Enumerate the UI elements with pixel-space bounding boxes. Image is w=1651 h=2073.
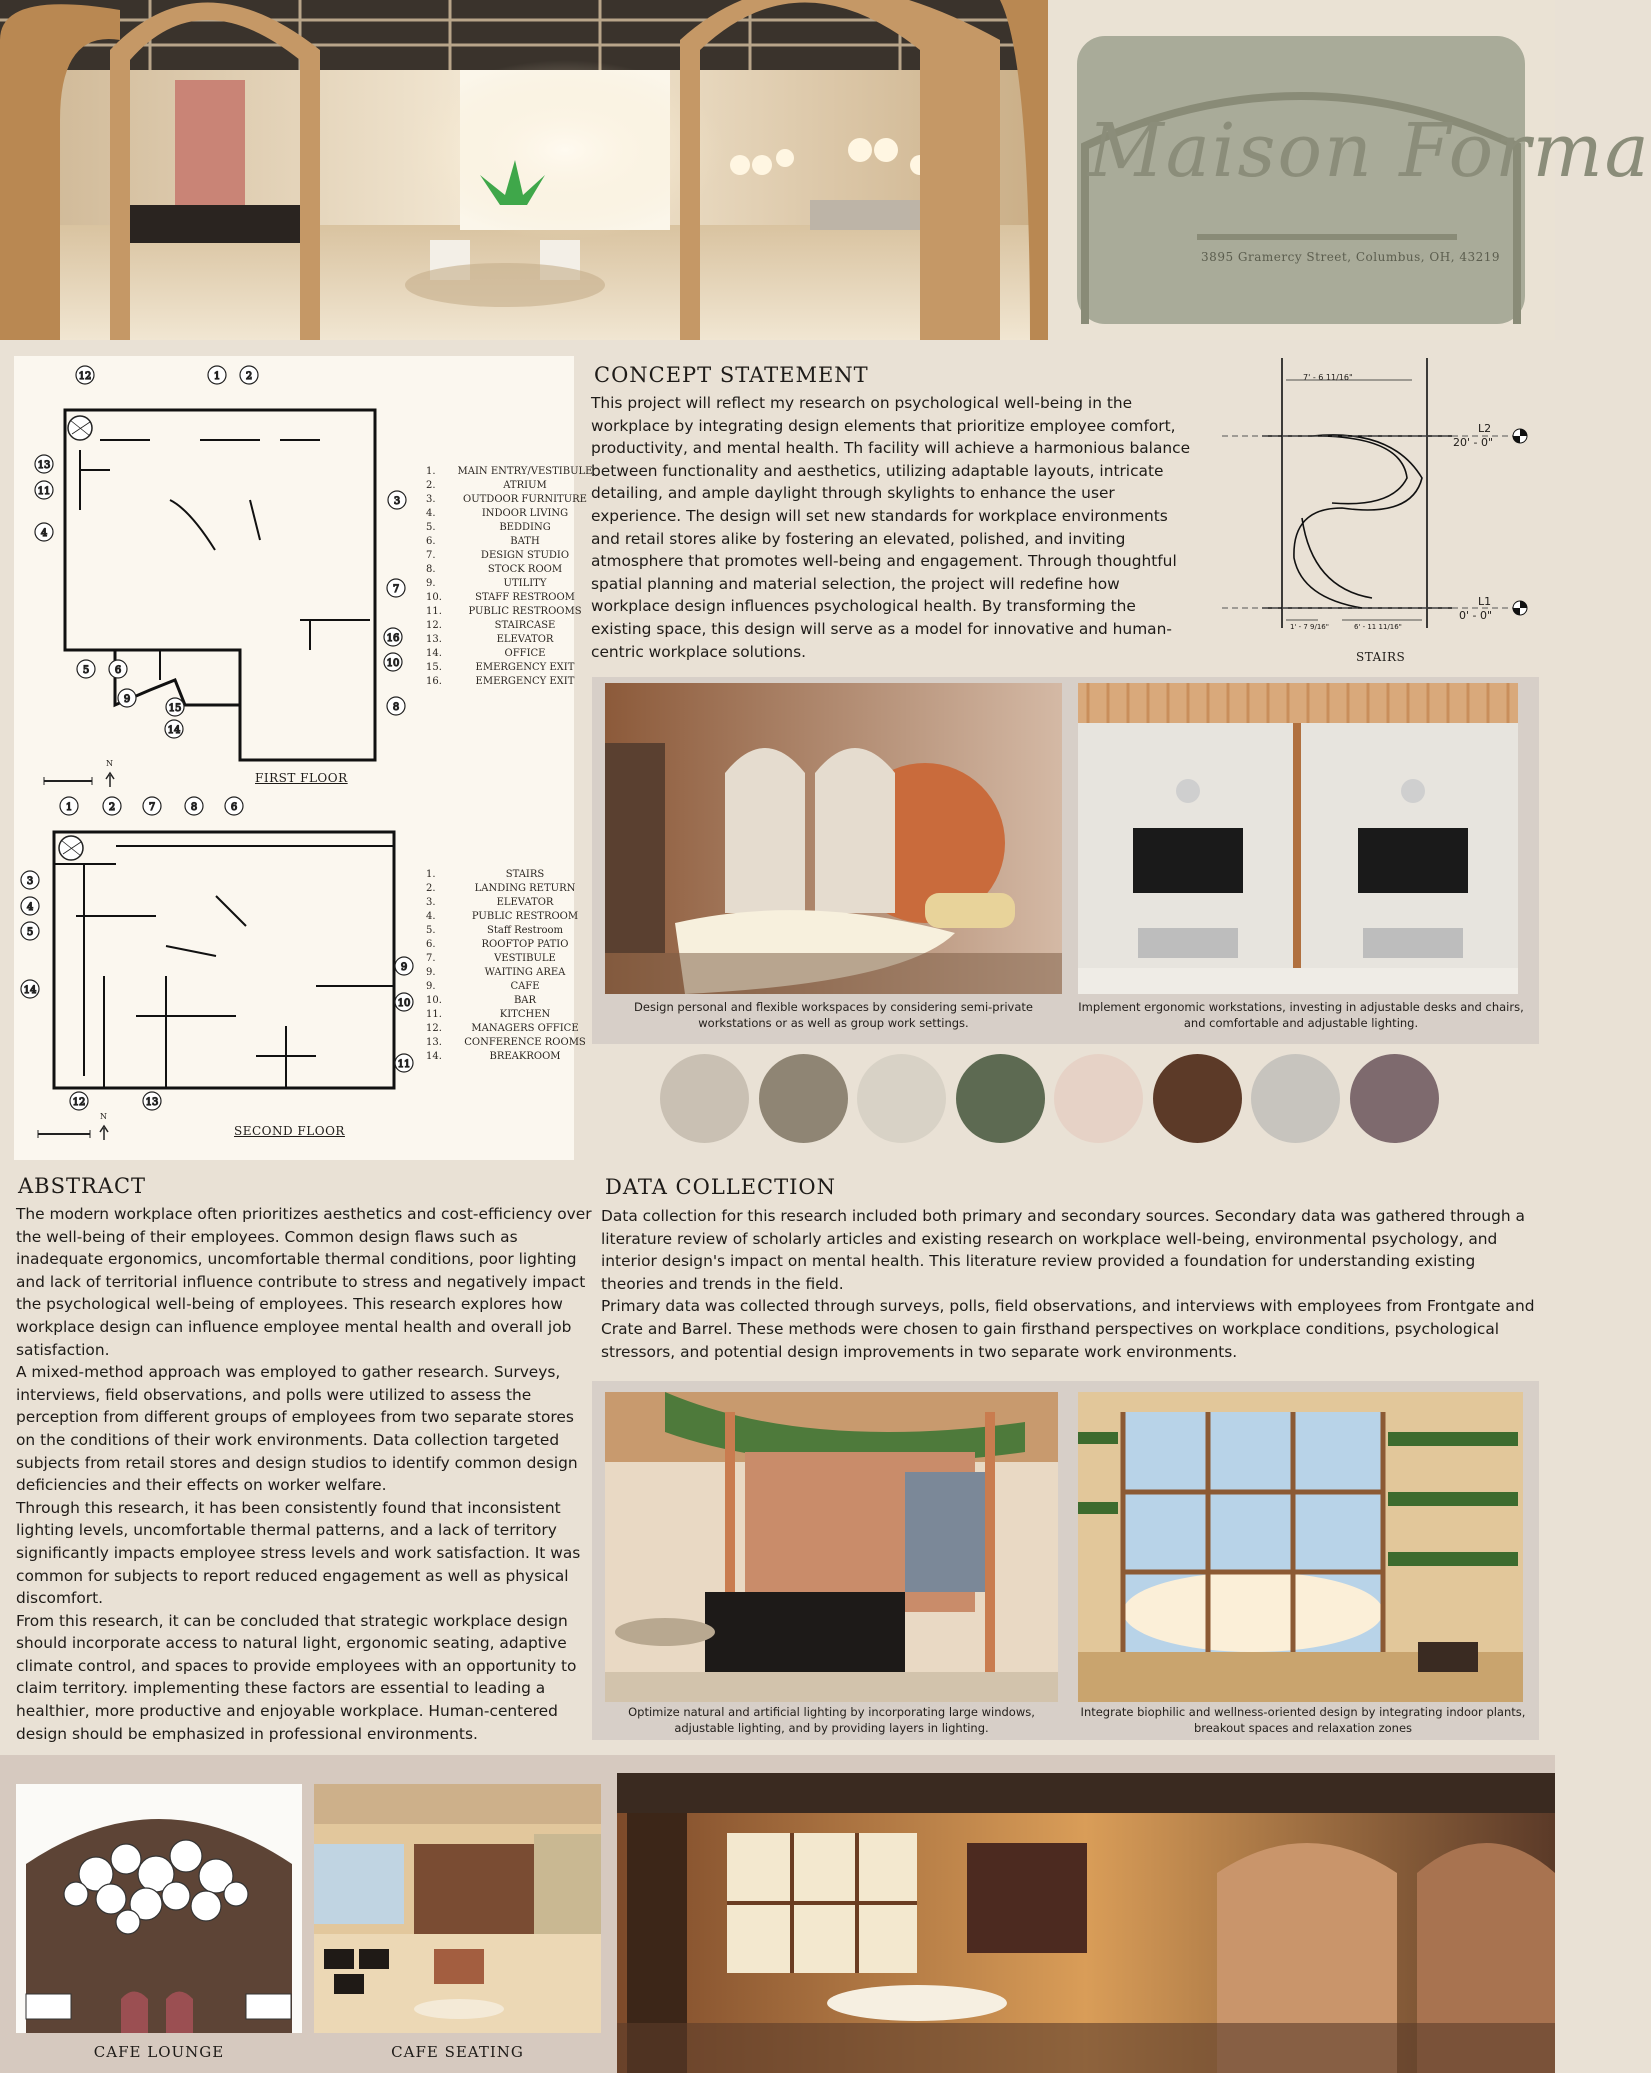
svg-text:2: 2 — [108, 802, 116, 813]
callout-11 — [35, 481, 53, 499]
svg-text:10: 10 — [386, 658, 400, 669]
first_floor-legend-text: EMERGENCY EXIT — [475, 662, 575, 673]
svg-text:15: 15 — [168, 703, 182, 714]
second_floor-legend-number: 11. — [426, 1009, 442, 1020]
svg-text:3: 3 — [393, 496, 401, 507]
first_floor-legend-number: 15. — [426, 662, 442, 673]
svg-text:13: 13 — [145, 1097, 159, 1108]
render-cafe-seating — [314, 1784, 601, 2033]
svg-text:13: 13 — [37, 460, 51, 471]
first_floor-legend-number: 9. — [426, 578, 436, 589]
callout-1 — [208, 366, 226, 384]
north-label-2: N — [100, 1112, 107, 1121]
north-label: N — [106, 759, 113, 768]
concept-body: This project will reflect my research on psychological well-being in the workplace by integrating design elements that prioritize employee comfort, productivity, and mental health. Th facility will achieve a harmonious balance between functionality and aesthetics, utilizing adaptable layouts, intricate detailing, and ample daylight through skylights to enhance the user experience. The design will set new standards for workplace environments and retail stores alike by fostering an elevated, polished, and inviting atmosphere that promotes well-being and engagement. Through thoughtful spatial planning and material selection, the project will redefine how workplace design influences psychological health. By transforming the existing space, this design will serve as a model for innovative and human-centric workplace solutions. — [591, 394, 1191, 661]
second_floor-legend-text: BAR — [513, 995, 537, 1006]
svg-text:5: 5 — [82, 665, 90, 676]
second_floor-legend-item — [426, 1050, 600, 1064]
second_floor-legend-item — [426, 1022, 600, 1036]
stairs-label: STAIRS — [1356, 650, 1406, 664]
svg-text:14: 14 — [23, 985, 37, 996]
first_floor-legend-item — [426, 493, 600, 507]
callout-9 — [118, 689, 136, 707]
first_floor-legend-text: STAFF RESTROOM — [475, 592, 575, 603]
first-floor-scale-bar — [40, 759, 120, 794]
abstract-paragraph: The modern workplace often prioritizes aesthetics and cost-efficiency over the well-being of their employees. Common design flaws such as inadequate ergonomics, uncomfortable thermal conditions, poor lighting and lack of territorial influence contribute to stress and negatively impact the psychological well-being of employees. This research explores how workplace design can influence employee mental health and overall job satisfaction. — [16, 1205, 592, 1359]
level-1-elevation: 0' - 0" — [1459, 609, 1493, 622]
svg-text:10: 10 — [397, 998, 411, 1009]
callout-2 — [240, 366, 258, 384]
second_floor-legend-text: CAFE — [510, 981, 540, 992]
first_floor-legend-text: BEDDING — [499, 522, 551, 533]
callout-13 — [35, 455, 53, 473]
first_floor-legend-number: 5. — [426, 522, 436, 533]
first_floor-legend-text: ELEVATOR — [496, 634, 554, 645]
caption-ergonomic: Implement ergonomic workstations, investing in adjustable desks and chairs, and comfortable and adjustable lighting. — [1078, 1000, 1524, 1030]
first_floor-legend-text: OFFICE — [504, 648, 546, 659]
second_floor-legend-text: VESTIBULE — [494, 953, 556, 964]
scale-bar-graphic-2 — [34, 1118, 124, 1144]
callout-sf-12 — [70, 1092, 88, 1110]
first_floor-legend-text: UTILITY — [503, 578, 547, 589]
svg-text:6: 6 — [230, 802, 238, 813]
data-collection-body — [601, 1205, 1541, 1363]
first_floor-legend-text: STOCK ROOM — [487, 564, 563, 575]
second_floor-legend-item — [426, 952, 600, 966]
svg-text:5: 5 — [26, 927, 34, 938]
callout-10 — [384, 653, 402, 671]
second_floor-legend-number: 14. — [426, 1051, 442, 1062]
svg-text:4: 4 — [26, 902, 34, 913]
second_floor-legend-text: LANDING RETURN — [474, 883, 576, 894]
first_floor-legend-number: 4. — [426, 508, 436, 519]
svg-text:12: 12 — [72, 1097, 86, 1108]
svg-text:11: 11 — [397, 1059, 411, 1070]
first-floor-callouts — [20, 360, 440, 800]
callout-sf-1 — [60, 797, 78, 815]
render-biophilic-design — [1078, 1392, 1523, 1702]
second_floor-legend-text: ROOFTOP PATIO — [481, 939, 569, 950]
caption-workspaces: Design personal and flexible workspaces by considering semi-private workstations or as well as group work settings. — [634, 1000, 1033, 1030]
second-floor-callout-circles — [16, 796, 436, 1116]
svg-text:9: 9 — [123, 694, 131, 705]
first_floor-legend-number: 8. — [426, 564, 436, 575]
data-collection-heading: DATA COLLECTION — [605, 1175, 837, 1199]
brand-address: 3895 Gramercy Street, Columbus, OH, 43219 — [1201, 250, 1500, 264]
svg-text:8: 8 — [190, 802, 198, 813]
second-floor-scale-bar — [34, 1112, 124, 1149]
first_floor-legend-item — [426, 549, 600, 563]
callout-sf-13 — [143, 1092, 161, 1110]
first_floor-legend-text: MAIN ENTRY/VESTIBULE — [457, 466, 593, 477]
first_floor-legend-number: 6. — [426, 536, 436, 547]
second_floor-legend-item — [426, 994, 600, 1008]
first_floor-legend-item — [426, 521, 600, 535]
svg-text:9: 9 — [400, 962, 408, 973]
callout-sf-8 — [185, 797, 203, 815]
level-2-name: L2 — [1478, 422, 1492, 435]
second_floor-legend-item — [426, 910, 600, 924]
second_floor-legend-item — [426, 868, 600, 882]
render-interior-overview — [617, 1773, 1555, 2073]
second_floor-legend-item — [426, 980, 600, 994]
abstract-paragraph: From this research, it can be concluded that strategic workplace design should incorporate access to natural light, ergonomic seating, adaptive climate control, and spaces to provide employees with an opportunity to claim territory. implementing these factors are essential to leading a healthier, more productive and enjoyable workplace. Human-centered design should be emphasized in professional environments. — [16, 1611, 577, 1743]
second_floor-legend-text: ELEVATOR — [496, 897, 554, 908]
abstract-body — [16, 1203, 596, 1745]
second_floor-legend-number: 7. — [426, 953, 436, 964]
second_floor-legend-text: STAIRS — [505, 869, 545, 880]
callout-5 — [77, 660, 95, 678]
stairs-dim-top: 7' - 6 11/16" — [1303, 373, 1353, 382]
svg-text:1: 1 — [65, 802, 73, 813]
second_floor-legend-number: 1. — [426, 869, 436, 880]
svg-text:8: 8 — [392, 702, 400, 713]
callout-16 — [384, 628, 402, 646]
second_floor-legend-item — [426, 938, 600, 952]
concept-heading: CONCEPT STATEMENT — [594, 363, 869, 387]
abstract-paragraph: A mixed-method approach was employed to gather research. Surveys, interviews, field observations, and polls were utilized to assess the perception from different groups of employees from two separate stores on the conditions of their work environments. Data collection targeted subjects from retail stores and design studios to identify common design deficiencies and their effects on worker welfare. — [16, 1363, 578, 1495]
first_floor-legend-text: STAIRCASE — [494, 620, 556, 631]
first_floor-legend-item — [426, 563, 600, 577]
callout-12 — [76, 366, 94, 384]
first-floor-callout-circles — [20, 360, 440, 800]
callout-6 — [109, 660, 127, 678]
first_floor-legend-item — [426, 591, 600, 605]
first_floor-legend-text: BATH — [510, 536, 540, 547]
svg-text:1: 1 — [213, 371, 221, 382]
render-natural-lighting — [605, 1392, 1058, 1702]
abstract-heading: ABSTRACT — [18, 1174, 147, 1198]
first_floor-legend-item — [426, 605, 600, 619]
callout-15 — [166, 698, 184, 716]
first_floor-legend-number: 1. — [426, 466, 436, 477]
first_floor-legend-item — [426, 535, 600, 549]
second_floor-legend-item — [426, 882, 600, 896]
callout-7 — [387, 579, 405, 597]
svg-text:12: 12 — [78, 371, 92, 382]
brand-name: Maison Forma — [1088, 108, 1651, 194]
second_floor-legend-text: BREAKROOM — [489, 1051, 561, 1062]
level-1-name: L1 — [1478, 595, 1492, 608]
second_floor-legend-item — [426, 1008, 600, 1022]
cafe-lounge-label: CAFE LOUNGE — [93, 2043, 225, 2061]
material-swatch — [759, 1054, 848, 1143]
second_floor-legend-number: 2. — [426, 883, 436, 894]
svg-text:7: 7 — [148, 802, 156, 813]
callout-sf-9 — [395, 957, 413, 975]
callout-sf-11 — [395, 1054, 413, 1072]
callout-sf-4 — [21, 897, 39, 915]
callout-sf-2 — [103, 797, 121, 815]
material-swatch — [1350, 1054, 1439, 1143]
callout-4 — [35, 523, 53, 541]
first_floor-legend-text: EMERGENCY EXIT — [475, 676, 575, 687]
second_floor-legend-text: Staff Restroom — [486, 925, 563, 936]
second_floor-legend-text: KITCHEN — [499, 1009, 551, 1020]
render-ergonomic-workstations — [1078, 683, 1518, 994]
first_floor-legend-item — [426, 479, 600, 493]
svg-text:14: 14 — [167, 725, 181, 736]
abstract-paragraph: Through this research, it has been consistently found that inconsistent lighting levels, uncomfortable thermal patterns, and a lack of territory significantly impacts employee stress levels and work satisfaction. It was common for subjects to report reduced engagement as well as physical discomfort. — [16, 1498, 581, 1608]
first_floor-legend-number: 16. — [426, 676, 442, 687]
svg-text:16: 16 — [386, 633, 400, 644]
second_floor-legend-text: MANAGERS OFFICE — [471, 1023, 579, 1034]
first-floor-legend — [426, 465, 600, 689]
first_floor-legend-item — [426, 577, 600, 591]
first_floor-legend-text: DESIGN STUDIO — [480, 550, 570, 561]
render-semi-private-workspace — [605, 683, 1062, 994]
hero-render-atrium — [0, 0, 1048, 340]
first_floor-legend-item — [426, 661, 600, 675]
first-floor-label: FIRST FLOOR — [255, 771, 348, 785]
first_floor-legend-number: 3. — [426, 494, 436, 505]
first_floor-legend-item — [426, 619, 600, 633]
stairs-dim-bottom-right: 6' - 11 11/16" — [1354, 623, 1402, 631]
second_floor-legend-number: 13. — [426, 1037, 442, 1048]
callout-sf-10 — [395, 993, 413, 1011]
first_floor-legend-text: PUBLIC RESTROOMS — [468, 606, 582, 617]
material-swatch — [1054, 1054, 1143, 1143]
caption-lighting: Optimize natural and artificial lighting by incorporating large windows, adjustable lighting, and by providing layers in lighting. — [628, 1705, 1035, 1735]
callout-14 — [165, 720, 183, 738]
second_floor-legend-number: 3. — [426, 897, 436, 908]
second-floor-legend — [426, 868, 600, 1064]
second_floor-legend-number: 6. — [426, 939, 436, 950]
stairs-section-drawing — [1222, 358, 1542, 658]
material-swatch — [1251, 1054, 1340, 1143]
second_floor-legend-number: 5. — [426, 925, 436, 936]
first_floor-legend-number: 13. — [426, 634, 442, 645]
render-cafe-lounge — [16, 1784, 302, 2033]
callout-sf-6 — [225, 797, 243, 815]
first_floor-legend-text: INDOOR LIVING — [481, 508, 569, 519]
material-swatch — [660, 1054, 749, 1143]
level-2-elevation: 20' - 0" — [1453, 436, 1494, 449]
first_floor-legend-number: 14. — [426, 648, 442, 659]
second-floor-label: SECOND FLOOR — [234, 1124, 345, 1138]
svg-text:7: 7 — [392, 584, 400, 595]
caption-biophilic: Integrate biophilic and wellness-oriented design by integrating indoor plants, breakout spaces and relaxation zones — [1080, 1705, 1526, 1735]
scale-bar-graphic — [40, 767, 120, 789]
second_floor-legend-item — [426, 924, 600, 938]
material-swatch — [1153, 1054, 1242, 1143]
second_floor-legend-item — [426, 966, 600, 980]
second_floor-legend-number: 10. — [426, 995, 442, 1006]
second_floor-legend-number: 4. — [426, 911, 436, 922]
first_floor-legend-text: OUTDOOR FURNITURE — [463, 494, 587, 505]
first_floor-legend-item — [426, 647, 600, 661]
callout-sf-5 — [21, 922, 39, 940]
svg-text:2: 2 — [245, 371, 253, 382]
cafe-seating-label: CAFE SEATING — [391, 2043, 524, 2061]
second_floor-legend-item — [426, 896, 600, 910]
material-swatch — [956, 1054, 1045, 1143]
second_floor-legend-number: 12. — [426, 1023, 442, 1034]
first_floor-legend-number: 11. — [426, 606, 442, 617]
first_floor-legend-number: 12. — [426, 620, 442, 631]
atrium-render-image — [0, 0, 1048, 340]
first_floor-legend-text: ATRIUM — [503, 480, 547, 491]
material-swatch — [857, 1054, 946, 1143]
data-collection-paragraph: Primary data was collected through surveys, polls, field observations, and interviews with employees from Frontgate and Crate and Barrel. These methods were chosen to gain firsthand perspectives on workplace conditions, psychological stressors, and potential design improvements in two separate work environments. — [601, 1297, 1535, 1361]
first_floor-legend-number: 2. — [426, 480, 436, 491]
first_floor-legend-item — [426, 633, 600, 647]
second_floor-legend-item — [426, 1036, 600, 1050]
callout-3 — [388, 491, 406, 509]
second_floor-legend-number: 9. — [426, 967, 436, 978]
first_floor-legend-item — [426, 507, 600, 521]
second_floor-legend-text: WAITING AREA — [484, 967, 566, 978]
first_floor-legend-item — [426, 465, 600, 479]
callout-sf-14 — [21, 980, 39, 998]
second_floor-legend-text: PUBLIC RESTROOM — [471, 911, 579, 922]
svg-text:11: 11 — [37, 486, 51, 497]
first_floor-legend-number: 7. — [426, 550, 436, 561]
svg-text:3: 3 — [26, 876, 34, 887]
stairs-dim-bottom-left: 1' - 7 9/16" — [1290, 623, 1329, 631]
first_floor-legend-item — [426, 675, 600, 689]
svg-text:6: 6 — [114, 665, 122, 676]
second_floor-legend-text: CONFERENCE ROOMS — [464, 1037, 586, 1048]
second_floor-legend-number: 9. — [426, 981, 436, 992]
svg-text:4: 4 — [40, 528, 48, 539]
first_floor-legend-number: 10. — [426, 592, 442, 603]
callout-sf-3 — [21, 871, 39, 889]
callout-8 — [387, 697, 405, 715]
data-collection-paragraph: Data collection for this research included both primary and secondary sources. Secondary data was gathered through a literature review of scholarly articles and existing research on workplace well-being, environmental psychology, and interior design's impact on mental health. This literature review provided a foundation for understanding existing theories and trends in the field. — [601, 1207, 1525, 1293]
callout-sf-7 — [143, 797, 161, 815]
